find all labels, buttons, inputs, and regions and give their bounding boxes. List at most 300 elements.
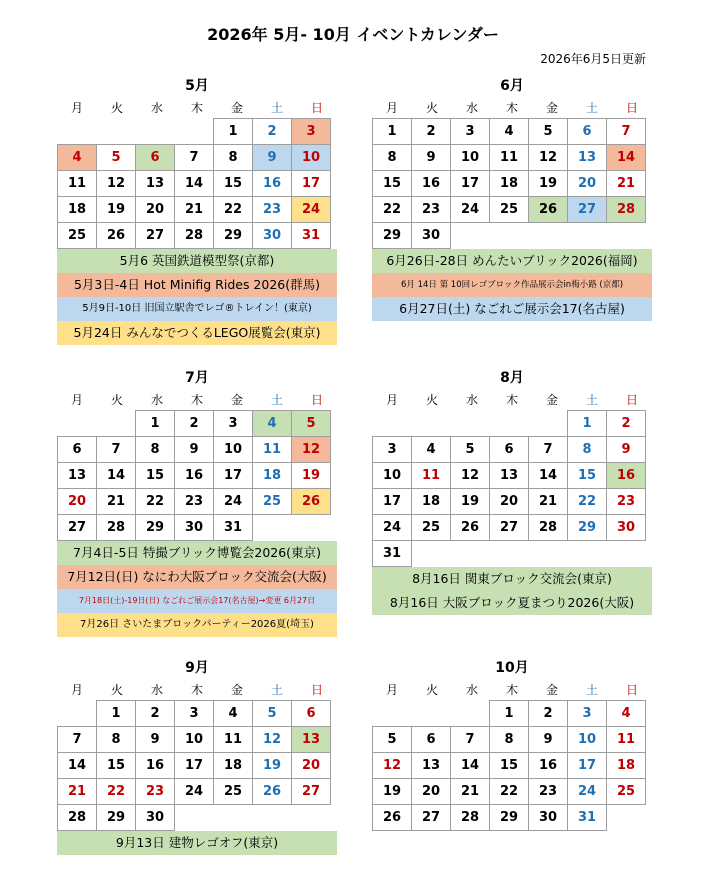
calendar-week (58, 437, 331, 463)
calendar-day: 23 (607, 489, 646, 515)
weekday-header (372, 678, 652, 700)
calendar-grid (57, 410, 331, 541)
empty-cell (451, 701, 490, 727)
calendar-week (373, 753, 646, 779)
empty-cell (175, 805, 214, 831)
calendar-week (373, 171, 646, 197)
calendar-day: 8 (373, 145, 412, 171)
empty-cell (58, 119, 97, 145)
calendar-day: 27 (490, 515, 529, 541)
calendar-day: 18 (253, 463, 292, 489)
updated-date: 2026年6月5日更新 (540, 52, 646, 66)
calendar-day: 3 (292, 119, 331, 145)
calendar-week (373, 489, 646, 515)
calendar-week (58, 805, 331, 831)
calendar-day: 19 (529, 171, 568, 197)
calendar-day: 11 (490, 145, 529, 171)
calendar-day: 23 (136, 779, 175, 805)
calendar-week (373, 223, 646, 249)
calendar-day: 12 (451, 463, 490, 489)
empty-cell (292, 805, 331, 831)
month-june (372, 76, 652, 321)
weekday-label: 木 (505, 100, 518, 115)
calendar-day: 14 (529, 463, 568, 489)
calendar-day: 17 (568, 753, 607, 779)
calendar-day: 6 (292, 701, 331, 727)
event-item: 7月26日 さいたまブロックパーティー2026夏(埼玉) (57, 613, 337, 637)
calendar-week (58, 779, 331, 805)
weekday-label: 火 (425, 682, 438, 697)
empty-cell (607, 541, 646, 567)
weekday-label: 木 (505, 392, 518, 407)
calendar-week (373, 463, 646, 489)
calendar-day: 25 (58, 223, 97, 249)
calendar-day: 18 (58, 197, 97, 223)
calendar-day: 9 (412, 145, 451, 171)
empty-cell (451, 541, 490, 567)
calendar-day: 18 (412, 489, 451, 515)
calendar-day: 12 (292, 437, 331, 463)
calendar-day: 8 (490, 727, 529, 753)
calendar-day: 25 (412, 515, 451, 541)
calendar-day: 4 (253, 411, 292, 437)
calendar-week (58, 727, 331, 753)
calendar-day: 13 (412, 753, 451, 779)
calendar-day: 28 (175, 223, 214, 249)
calendar-day: 6 (58, 437, 97, 463)
calendar-day: 31 (373, 541, 412, 567)
calendar-day: 28 (607, 197, 646, 223)
weekday-label: 水 (150, 100, 163, 115)
empty-cell (607, 223, 646, 249)
calendar-day: 16 (607, 463, 646, 489)
month-title: 6月 (500, 78, 524, 94)
weekday-label: 金 (230, 392, 243, 407)
calendar-day: 20 (58, 489, 97, 515)
calendar-week (373, 437, 646, 463)
weekday-label: 水 (150, 392, 163, 407)
calendar-day: 23 (412, 197, 451, 223)
empty-cell (529, 223, 568, 249)
calendar-day: 10 (373, 463, 412, 489)
calendar-day: 29 (136, 515, 175, 541)
calendar-day: 13 (136, 171, 175, 197)
calendar-day: 10 (451, 145, 490, 171)
calendar-day: 5 (529, 119, 568, 145)
calendar-day: 5 (373, 727, 412, 753)
calendar-day: 24 (373, 515, 412, 541)
calendar-day: 30 (136, 805, 175, 831)
calendar-day: 11 (214, 727, 253, 753)
empty-cell (490, 541, 529, 567)
event-item: 7月12日(日) なにわ大阪ブロック交流会(大阪) (57, 565, 337, 589)
calendar-day: 26 (97, 223, 136, 249)
calendar-week (58, 197, 331, 223)
page-title: 2026年 5月- 10月 イベントカレンダー (207, 25, 499, 44)
empty-cell (253, 805, 292, 831)
month-may (57, 76, 337, 345)
calendar-day: 26 (253, 779, 292, 805)
calendar-day: 22 (373, 197, 412, 223)
calendar-day: 22 (568, 489, 607, 515)
month-title: 8月 (500, 370, 524, 386)
calendar-day: 19 (292, 463, 331, 489)
calendar-day: 7 (97, 437, 136, 463)
calendar-day: 8 (214, 145, 253, 171)
calendar-week (373, 119, 646, 145)
calendar-day: 2 (175, 411, 214, 437)
calendar-day: 15 (214, 171, 253, 197)
calendar-day: 7 (58, 727, 97, 753)
empty-cell (568, 223, 607, 249)
calendar-day: 16 (253, 171, 292, 197)
weekday-label: 月 (385, 682, 398, 697)
calendar-day: 27 (568, 197, 607, 223)
calendar-day: 25 (253, 489, 292, 515)
weekday-header (57, 388, 337, 410)
calendar-week (373, 541, 646, 567)
month-title: 7月 (185, 370, 209, 386)
calendar-day: 4 (412, 437, 451, 463)
calendar-day: 4 (58, 145, 97, 171)
calendar-day: 11 (412, 463, 451, 489)
calendar-day: 22 (136, 489, 175, 515)
calendar-day: 1 (373, 119, 412, 145)
weekday-label: 金 (545, 100, 558, 115)
calendar-day: 23 (529, 779, 568, 805)
empty-cell (451, 411, 490, 437)
calendar-day: 29 (214, 223, 253, 249)
calendar-week (58, 411, 331, 437)
weekday-label: 土 (585, 392, 598, 407)
weekday-label: 水 (465, 392, 478, 407)
calendar-day: 9 (253, 145, 292, 171)
calendar-week (58, 489, 331, 515)
calendar-day: 11 (253, 437, 292, 463)
calendar-day: 5 (97, 145, 136, 171)
calendar-day: 11 (58, 171, 97, 197)
weekday-label: 日 (625, 100, 638, 115)
calendar-day: 30 (175, 515, 214, 541)
weekday-label: 月 (385, 100, 398, 115)
calendar-day: 17 (175, 753, 214, 779)
calendar-day: 30 (607, 515, 646, 541)
calendar-day: 16 (175, 463, 214, 489)
weekday-label: 金 (230, 682, 243, 697)
weekday-label: 日 (310, 100, 323, 115)
calendar-day: 20 (568, 171, 607, 197)
calendar-day: 29 (568, 515, 607, 541)
calendar-day: 31 (568, 805, 607, 831)
event-item: 5月3日-4日 Hot Minifig Rides 2026(群馬) (57, 273, 337, 297)
calendar-day: 26 (373, 805, 412, 831)
calendar-week (373, 411, 646, 437)
event-item: 8月16日 大阪ブロック夏まつり2026(大阪) (372, 591, 652, 615)
event-item: 5月6 英国鉄道模型祭(京都) (57, 249, 337, 273)
calendar-day: 30 (529, 805, 568, 831)
calendar-day: 3 (451, 119, 490, 145)
calendar-grid (372, 118, 646, 249)
weekday-label: 日 (625, 682, 638, 697)
weekday-label: 金 (545, 392, 558, 407)
empty-cell (568, 541, 607, 567)
calendar-day: 25 (490, 197, 529, 223)
empty-cell (412, 701, 451, 727)
weekday-label: 土 (270, 100, 283, 115)
empty-cell (292, 515, 331, 541)
calendar-day: 7 (451, 727, 490, 753)
calendar-day: 7 (529, 437, 568, 463)
calendar-day: 16 (136, 753, 175, 779)
calendar-day: 2 (253, 119, 292, 145)
weekday-label: 木 (190, 392, 203, 407)
calendar-day: 24 (214, 489, 253, 515)
calendar-day: 25 (607, 779, 646, 805)
calendar-day: 15 (490, 753, 529, 779)
calendar-day: 3 (214, 411, 253, 437)
calendar-day: 28 (451, 805, 490, 831)
calendar-day: 1 (214, 119, 253, 145)
calendar-day: 14 (97, 463, 136, 489)
calendar-week (373, 805, 646, 831)
calendar-day: 13 (58, 463, 97, 489)
calendar-day: 14 (58, 753, 97, 779)
weekday-label: 火 (425, 100, 438, 115)
calendar-day: 7 (175, 145, 214, 171)
calendar-day: 22 (97, 779, 136, 805)
calendar-week (58, 701, 331, 727)
calendar-week (373, 779, 646, 805)
calendar-grid (57, 118, 331, 249)
calendar-week (373, 515, 646, 541)
calendar-day: 28 (58, 805, 97, 831)
calendar-day: 16 (412, 171, 451, 197)
calendar-day: 6 (568, 119, 607, 145)
calendar-day: 4 (607, 701, 646, 727)
calendar-day: 9 (175, 437, 214, 463)
calendar-day: 8 (97, 727, 136, 753)
calendar-day: 21 (97, 489, 136, 515)
calendar-day: 25 (214, 779, 253, 805)
calendar-day: 6 (136, 145, 175, 171)
weekday-label: 土 (270, 682, 283, 697)
empty-cell (253, 515, 292, 541)
calendar-day: 23 (175, 489, 214, 515)
weekday-label: 木 (505, 682, 518, 697)
weekday-label: 火 (110, 392, 123, 407)
calendar-day: 24 (175, 779, 214, 805)
weekday-label: 月 (70, 100, 83, 115)
calendar-day: 9 (607, 437, 646, 463)
calendar-day: 26 (292, 489, 331, 515)
calendar-day: 21 (529, 489, 568, 515)
weekday-label: 月 (70, 682, 83, 697)
weekday-label: 日 (310, 682, 323, 697)
calendar-day: 5 (292, 411, 331, 437)
calendar-day: 28 (529, 515, 568, 541)
calendar-day: 4 (490, 119, 529, 145)
weekday-label: 火 (110, 100, 123, 115)
calendar-day: 27 (292, 779, 331, 805)
weekday-header (57, 96, 337, 118)
empty-cell (412, 411, 451, 437)
calendar-day: 27 (58, 515, 97, 541)
calendar-day: 19 (253, 753, 292, 779)
calendar-day: 10 (175, 727, 214, 753)
calendar-day: 1 (97, 701, 136, 727)
calendar-day: 14 (607, 145, 646, 171)
calendar-week (373, 701, 646, 727)
weekday-label: 土 (270, 392, 283, 407)
empty-cell (529, 541, 568, 567)
calendar-day: 9 (529, 727, 568, 753)
weekday-label: 水 (465, 100, 478, 115)
calendar-day: 13 (568, 145, 607, 171)
calendar-day: 5 (253, 701, 292, 727)
event-item: 6月27日(土) なごれご展示会17(名古屋) (372, 297, 652, 321)
calendar-day: 19 (97, 197, 136, 223)
calendar-day: 13 (490, 463, 529, 489)
calendar-week (58, 515, 331, 541)
calendar-week (58, 119, 331, 145)
empty-cell (97, 119, 136, 145)
calendar-day: 22 (214, 197, 253, 223)
calendar-day: 2 (136, 701, 175, 727)
calendar-day: 30 (412, 223, 451, 249)
calendar-grid (57, 700, 331, 831)
calendar-week (373, 145, 646, 171)
calendar-day: 18 (214, 753, 253, 779)
weekday-label: 木 (190, 682, 203, 697)
empty-cell (490, 411, 529, 437)
calendar-day: 10 (568, 727, 607, 753)
calendar-day: 1 (568, 411, 607, 437)
calendar-day: 30 (253, 223, 292, 249)
calendar-day: 12 (529, 145, 568, 171)
calendar-day: 29 (373, 223, 412, 249)
calendar-day: 3 (568, 701, 607, 727)
calendar-day: 17 (292, 171, 331, 197)
month-title: 9月 (185, 660, 209, 676)
calendar-day: 23 (253, 197, 292, 223)
calendar-day: 4 (214, 701, 253, 727)
calendar-week (58, 171, 331, 197)
calendar-day: 21 (607, 171, 646, 197)
calendar-day: 24 (451, 197, 490, 223)
weekday-label: 水 (465, 682, 478, 697)
calendar-day: 7 (607, 119, 646, 145)
calendar-day: 14 (451, 753, 490, 779)
event-item: 7月18日(土)-19日(日) なごれご展示会17(名古屋)→変更 6月27日 (57, 589, 337, 613)
event-item: 5月24日 みんなでつくるLEGO展覧会(東京) (57, 321, 337, 345)
calendar-day: 28 (97, 515, 136, 541)
calendar-day: 31 (292, 223, 331, 249)
weekday-label: 月 (385, 392, 398, 407)
calendar-day: 12 (373, 753, 412, 779)
calendar-day: 5 (451, 437, 490, 463)
calendar-day: 3 (373, 437, 412, 463)
calendar-day: 1 (490, 701, 529, 727)
event-item: 9月13日 建物レゴオフ(東京) (57, 831, 337, 855)
calendar-day: 21 (58, 779, 97, 805)
empty-cell (490, 223, 529, 249)
calendar-day: 27 (136, 223, 175, 249)
empty-cell (58, 701, 97, 727)
empty-cell (373, 411, 412, 437)
calendar-day: 31 (214, 515, 253, 541)
calendar-week (58, 145, 331, 171)
weekday-label: 月 (70, 392, 83, 407)
empty-cell (97, 411, 136, 437)
calendar-day: 10 (214, 437, 253, 463)
calendar-day: 15 (97, 753, 136, 779)
calendar-day: 24 (292, 197, 331, 223)
weekday-label: 日 (310, 392, 323, 407)
month-october (372, 658, 652, 831)
empty-cell (607, 805, 646, 831)
calendar-day: 20 (136, 197, 175, 223)
calendar-week (373, 197, 646, 223)
calendar-day: 8 (136, 437, 175, 463)
weekday-label: 土 (585, 100, 598, 115)
calendar-day: 26 (529, 197, 568, 223)
calendar-day: 10 (292, 145, 331, 171)
calendar-day: 21 (175, 197, 214, 223)
calendar-day: 19 (373, 779, 412, 805)
calendar-day: 17 (214, 463, 253, 489)
calendar-week (58, 223, 331, 249)
empty-cell (412, 541, 451, 567)
event-item: 8月16日 関東ブロック交流会(東京) (372, 567, 652, 591)
empty-cell (175, 119, 214, 145)
calendar-day: 24 (568, 779, 607, 805)
calendar-day: 26 (451, 515, 490, 541)
calendar-day: 9 (136, 727, 175, 753)
calendar-day: 14 (175, 171, 214, 197)
calendar-day: 13 (292, 727, 331, 753)
calendar-day: 8 (568, 437, 607, 463)
calendar-day: 21 (451, 779, 490, 805)
calendar-day: 15 (568, 463, 607, 489)
weekday-label: 日 (625, 392, 638, 407)
calendar-week (373, 727, 646, 753)
calendar-day: 29 (97, 805, 136, 831)
month-title: 10月 (495, 660, 529, 676)
weekday-label: 火 (110, 682, 123, 697)
calendar-day: 15 (136, 463, 175, 489)
calendar-day: 19 (451, 489, 490, 515)
calendar-day: 6 (412, 727, 451, 753)
calendar-day: 29 (490, 805, 529, 831)
month-august (372, 368, 652, 615)
calendar-day: 16 (529, 753, 568, 779)
month-july (57, 368, 337, 637)
calendar-day: 1 (136, 411, 175, 437)
calendar-week (58, 753, 331, 779)
calendar-day: 15 (373, 171, 412, 197)
calendar-day: 18 (490, 171, 529, 197)
calendar-day: 12 (97, 171, 136, 197)
calendar-grid (372, 410, 646, 567)
calendar-week (58, 463, 331, 489)
event-item: 6月26日-28日 めんたいブリック2026(福岡) (372, 249, 652, 273)
calendar-day: 27 (412, 805, 451, 831)
calendar-day: 11 (607, 727, 646, 753)
calendar-day: 2 (529, 701, 568, 727)
calendar-day: 20 (490, 489, 529, 515)
calendar-day: 3 (175, 701, 214, 727)
calendar-day: 2 (607, 411, 646, 437)
